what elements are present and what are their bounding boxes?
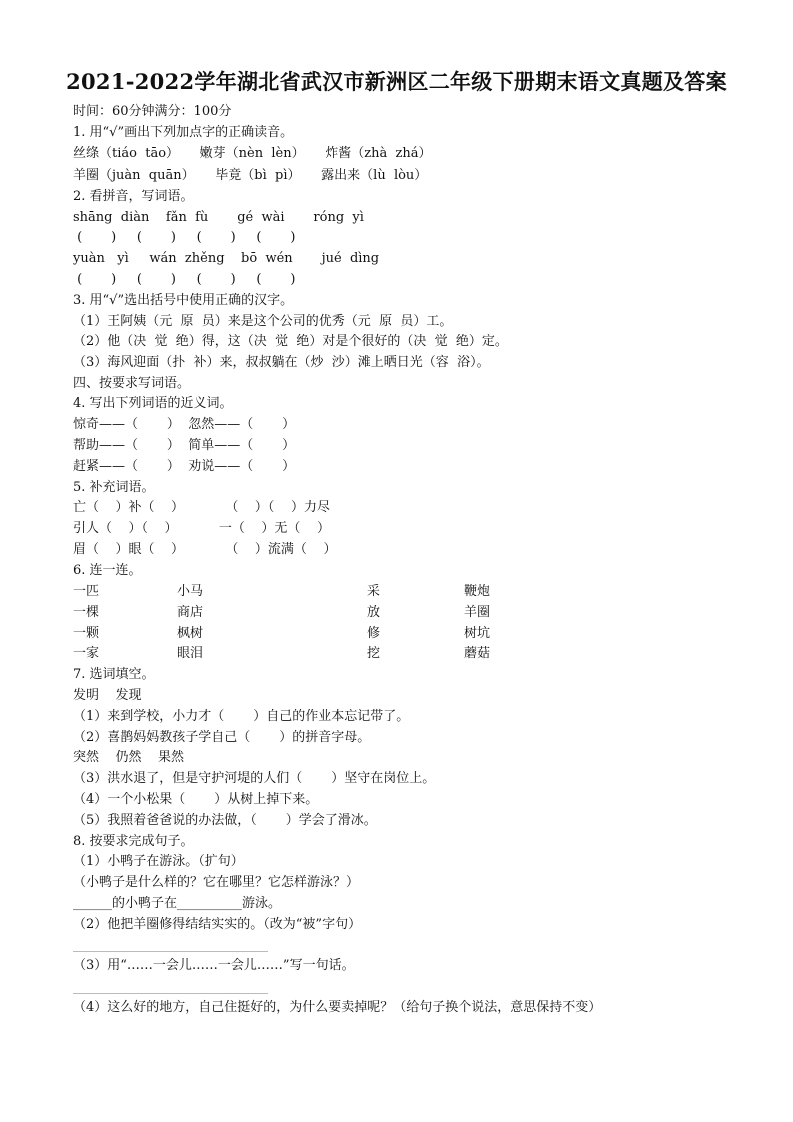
- q6-right-match: 蘑菇: [464, 646, 491, 661]
- q6-heading: 6. 连一连。: [73, 563, 142, 578]
- q7-heading: 7. 选词填空。: [73, 667, 155, 682]
- q2-pinyin-row-2: yuàn yì wán zhěng bō wén jué dìng: [73, 251, 380, 266]
- q8-item-1: （1）小鸭子在游泳。（扩句）: [73, 854, 244, 869]
- q5-row-2: 引人（ ）（ ） 一（ ）无（ ）: [73, 521, 330, 536]
- q6-left-match: 小马: [177, 584, 204, 599]
- q7-item-2: （2）喜鹊妈妈教孩子学自己（ ）的拼音字母。: [73, 730, 371, 745]
- q6-right-word: 修: [367, 626, 381, 641]
- q6-right-match: 鞭炮: [464, 584, 491, 599]
- answer-line: [73, 951, 268, 952]
- q3-item-3: （3）海风迎面（扑 补）来，叔叔躺在（炒 沙）滩上晒日光（容 浴）。: [73, 355, 490, 370]
- q6-left-match: 眼泪: [177, 646, 204, 661]
- q5-heading: 5. 补充词语。: [73, 480, 155, 495]
- q4-row-1: 惊奇——（ ） 忽然——（ ）: [73, 417, 296, 432]
- q2-blank-row-2: ( ) ( ) ( ) ( ): [73, 272, 296, 287]
- q7-item-4: （4）一个小松果（ ）从树上掉下来。: [73, 792, 319, 807]
- q1-heading: 1. 用“√”画出下列加点字的正确读音。: [73, 125, 294, 140]
- q6-left-word: 一颗: [73, 626, 100, 641]
- q3-item-1: （1）王阿姨（元 原 员）来是这个公司的优秀（元 原 员）工。: [73, 314, 453, 329]
- q8-item-4: （4）这么好的地方，自己住挺好的，为什么要卖掉呢？（给句子换个说法，意思保持不变）: [73, 1000, 602, 1015]
- q8-item-2: （2）他把羊圈修得结结实实的。（改为“被”字句）: [73, 917, 362, 932]
- q6-right-word: 挖: [367, 646, 381, 661]
- q7-word-choices-2: 突然 仍然 果然: [73, 750, 185, 765]
- q6-right-match: 树坑: [464, 626, 491, 641]
- q8-item-1-hint: （小鸭子是什么样的？它在哪里？它怎样游泳？）: [73, 875, 360, 890]
- q6-left-match: 商店: [177, 605, 204, 620]
- q8-heading: 8. 按要求完成句子。: [73, 834, 194, 849]
- q7-item-5: （5）我照着爸爸说的办法做，（ ）学会了滑冰。: [73, 813, 377, 828]
- q4-row-2: 帮助——（ ） 简单——（ ）: [73, 438, 296, 453]
- q5-row-1: 亡（ ）补（ ） （ ）（ ）力尽: [73, 500, 330, 515]
- q6-left-word: 一棵: [73, 605, 100, 620]
- q2-pinyin-row-1: shāng diàn fǎn fù gé wài róng yì: [73, 210, 364, 225]
- q4-row-3: 赶紧——（ ） 劝说——（ ）: [73, 459, 296, 474]
- q1-row-1: 丝绦（tiáo tāo） 嫩芽（nèn lèn） 炸酱（zhà zhá）: [73, 146, 432, 161]
- q6-left-word: 一匹: [73, 584, 100, 599]
- q6-right-word: 采: [367, 584, 381, 599]
- q2-heading: 2. 看拼音，写词语。: [73, 189, 194, 204]
- q3-item-2: （2）他（决 觉 绝）得，这（决 觉 绝）对是个很好的（决 觉 绝）定。: [73, 334, 508, 349]
- answer-line: [73, 993, 268, 994]
- q8-item-3: （3）用“……一会儿……一会儿……”写一句话。: [73, 958, 355, 973]
- q7-item-3: （3）洪水退了，但是守护河堤的人们（ ）坚守在岗位上。: [73, 771, 436, 786]
- section-4-heading: 四、按要求写词语。: [73, 376, 191, 391]
- page-title: 2021-2022学年湖北省武汉市新洲区二年级下册期末语文真题及答案: [66, 69, 727, 94]
- q1-row-2: 羊圈（juàn quān） 毕竟（bì pì） 露出来（lù lòu）: [73, 168, 428, 183]
- exam-meta: 时间：60分钟满分：100分: [73, 104, 232, 119]
- q4-heading: 4. 写出下列词语的近义词。: [73, 396, 233, 411]
- q6-right-match: 羊圈: [464, 605, 491, 620]
- q3-heading: 3. 用“√”选出括号中使用正确的汉字。: [73, 293, 294, 308]
- q6-left-match: 枫树: [177, 626, 204, 641]
- q5-row-3: 眉（ ）眼（ ） （ ）流满（ ）: [73, 542, 337, 557]
- q6-right-word: 放: [367, 605, 381, 620]
- q2-blank-row-1: ( ) ( ) ( ) ( ): [73, 230, 296, 245]
- q7-item-1: （1）来到学校，小力才（ ）自己的作业本忘记带了。: [73, 709, 410, 724]
- q6-left-word: 一家: [73, 646, 100, 661]
- q7-word-choices-1: 发明 发现: [73, 688, 142, 703]
- q8-item-1-fill-line: ______的小鸭子在__________游泳。: [73, 896, 282, 911]
